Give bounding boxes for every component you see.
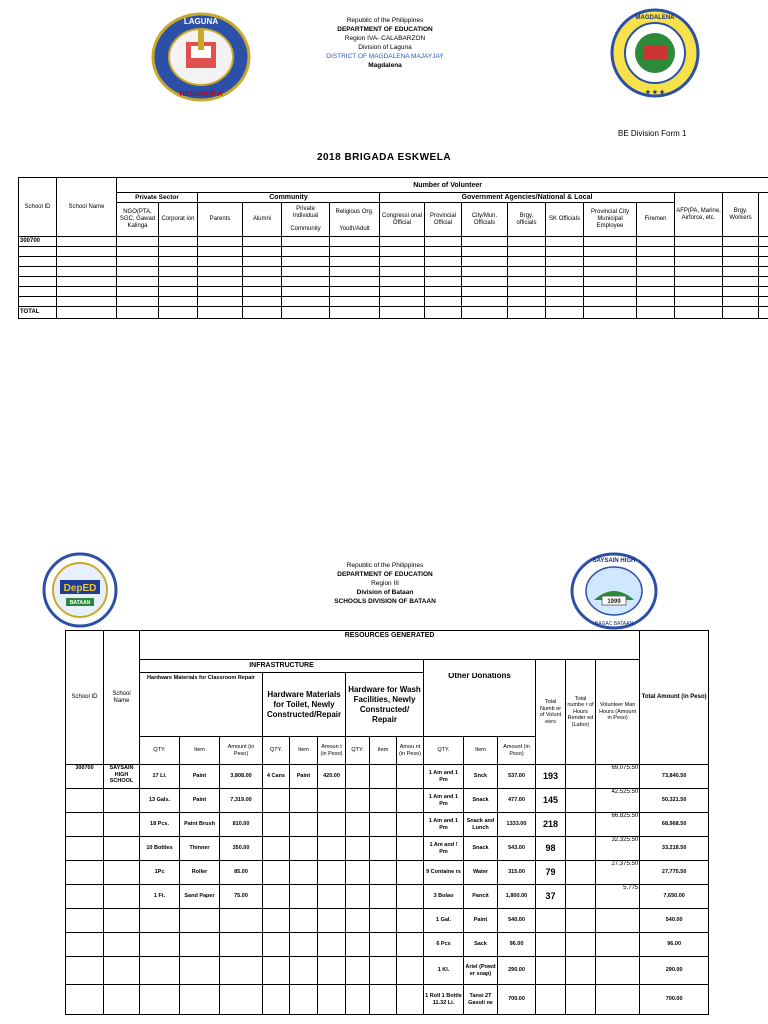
cell-w-amt <box>397 909 424 933</box>
school-name-header: School Name <box>57 178 117 237</box>
cell-o-qty: 1 Gal. <box>424 909 464 933</box>
cell-c-qty <box>140 985 180 1015</box>
cell-name <box>104 789 140 813</box>
svg-text:LAGUNA: LAGUNA <box>183 17 219 26</box>
gov-agencies-header: Government Agencies/National & Local <box>380 193 675 203</box>
cell-t-item <box>290 813 318 837</box>
cell-w-amt <box>397 957 424 985</box>
sk-officials-header: SK Officials <box>546 203 584 237</box>
cell-w-item <box>370 909 397 933</box>
cell-name <box>104 861 140 885</box>
cell-vh <box>596 957 640 985</box>
header-region: Region III <box>371 580 399 587</box>
school-name-header: School Name <box>104 631 140 765</box>
cell-total: 68,968.50 <box>640 813 709 837</box>
cell-w-item <box>370 985 397 1015</box>
cell-w-qty <box>346 789 370 813</box>
cell-t-qty <box>263 885 290 909</box>
community-sub-header: Community <box>282 223 330 237</box>
cell-t-item <box>290 957 318 985</box>
cell-vol: 98 <box>536 837 566 861</box>
cell-w-qty <box>346 933 370 957</box>
cell-c-item <box>180 909 220 933</box>
cell-c-item <box>180 957 220 985</box>
cell-c-qty: 18 Pcs. <box>140 813 180 837</box>
cell-total: 540.00 <box>640 909 709 933</box>
cell-w-qty <box>346 861 370 885</box>
cell-c-item: Sand Paper <box>180 885 220 909</box>
cell-c-amt: 75.00 <box>220 885 263 909</box>
qty-header: QTY. <box>140 737 180 765</box>
cell-c-item: Paint <box>180 765 220 789</box>
qty-header: QTY. <box>263 737 290 765</box>
cell-o-item: Snck <box>464 765 498 789</box>
amount-header: Amoun t (in Peso) <box>318 737 346 765</box>
form-label: BE Division Form 1 <box>618 129 687 138</box>
cell-t-qty <box>263 861 290 885</box>
cell-id <box>66 933 104 957</box>
cell-w-item <box>370 861 397 885</box>
cell-o-item: Water <box>464 861 498 885</box>
total-volunteers-header: Total Numb er of Volunt eers <box>536 660 566 765</box>
item-header: Item <box>290 737 318 765</box>
cell-t-qty: 4 Cans <box>263 765 290 789</box>
cell-o-qty: 1 Roll 1 Bottle 11.32 Li. <box>424 985 464 1015</box>
cell-w-item <box>370 765 397 789</box>
cell-vol: 193 <box>536 765 566 789</box>
cell-w-amt <box>397 985 424 1015</box>
cell-w-qty <box>346 765 370 789</box>
cell-c-amt: 3,808.00 <box>220 765 263 789</box>
cell-o-amt: 1,800.00 <box>498 885 536 909</box>
cell-hrs <box>566 837 596 861</box>
cell-c-item: Paint <box>180 789 220 813</box>
total-hours-header: Total numbe r of Hours Render ed (Labor) <box>566 660 596 765</box>
cell-o-item: Snack and Lunch <box>464 813 498 837</box>
header-region: Region IVA- CALABARZON <box>344 35 426 42</box>
cell-w-amt <box>397 765 424 789</box>
cell-w-item <box>370 789 397 813</box>
svg-text:REGION IV A: REGION IV A <box>179 91 223 98</box>
table-row <box>66 789 709 813</box>
cell-o-amt: 290.00 <box>498 957 536 985</box>
cell-w-qty <box>346 885 370 909</box>
cell-o-item: Paint <box>464 909 498 933</box>
svg-text:MAGDALENA: MAGDALENA <box>635 15 675 21</box>
cell-name: SAYSAIN HIGH SCHOOL <box>104 765 140 789</box>
city-mun-header: City/Mun. Officials <box>462 203 508 237</box>
cell-t-item <box>290 909 318 933</box>
item-header: Item <box>180 737 220 765</box>
cell-c-amt: 350.00 <box>220 837 263 861</box>
cell-w-amt <box>397 933 424 957</box>
item-header: Item <box>464 737 498 765</box>
header-division: Division of Laguna <box>358 44 412 51</box>
cell-t-qty <box>263 909 290 933</box>
cell-c-qty: 1 Ft. <box>140 885 180 909</box>
cell-o-item: Sack <box>464 933 498 957</box>
cell-o-qty: 1 Am and ! Pm <box>424 837 464 861</box>
cell-o-amt: 543.00 <box>498 837 536 861</box>
cell-vol <box>536 909 566 933</box>
cell-w-item <box>370 957 397 985</box>
private-individual-header: Private Individual <box>282 203 330 223</box>
cell-w-item <box>370 837 397 861</box>
cell-o-amt: 1333.00 <box>498 813 536 837</box>
cell-t-amt <box>318 861 346 885</box>
page-title: 2018 BRIGADA ESKWELA <box>316 152 452 163</box>
cell-o-amt: 540.00 <box>498 909 536 933</box>
cell-id <box>66 909 104 933</box>
page2-header <box>280 561 490 606</box>
cell-vol: 37 <box>536 885 566 909</box>
cell-w-item <box>370 933 397 957</box>
cell-t-item <box>290 885 318 909</box>
cell-o-qty: 9 Containe rs <box>424 861 464 885</box>
cell-t-item <box>290 861 318 885</box>
cell-name <box>104 837 140 861</box>
cell-o-qty: 1 Am and 1 Pm <box>424 813 464 837</box>
cell-hrs <box>566 985 596 1015</box>
deped-bataan-seal <box>42 552 118 633</box>
cell-t-qty <box>263 933 290 957</box>
table-row <box>66 933 709 957</box>
cell-o-item: Ariel (Powd er soap) <box>464 957 498 985</box>
cell-o-qty: 3 Bolao <box>424 885 464 909</box>
svg-text:★ ★ ★: ★ ★ ★ <box>645 90 665 96</box>
brgy-workers-header: Brgy. Workers <box>723 193 759 237</box>
header-division: Division of Bataan <box>356 589 414 596</box>
header-republic: Republic of the Philippines <box>346 17 424 24</box>
school-id-header: School ID <box>66 631 104 765</box>
cell-id: 300700 <box>66 765 104 789</box>
cell-t-item <box>290 933 318 957</box>
table-row <box>66 985 709 1015</box>
qty-header: QTY. <box>346 737 370 765</box>
cell-c-item: Thinner <box>180 837 220 861</box>
svg-text:BAGAC BATAAN: BAGAC BATAAN <box>594 621 634 627</box>
cell-vol: 145 <box>536 789 566 813</box>
svg-text:SAYSAIN HIGH: SAYSAIN HIGH <box>592 558 636 564</box>
extra-col-header <box>759 193 768 237</box>
cell-vh: 66,825.50 <box>596 813 640 837</box>
cell-vol: 218 <box>536 813 566 837</box>
cell-o-amt: 315.00 <box>498 861 536 885</box>
cell-c-amt <box>220 957 263 985</box>
congressional-header: Congressi onal Official <box>380 203 425 237</box>
cell-w-item <box>370 885 397 909</box>
cell-c-qty: 13 Gals. <box>140 789 180 813</box>
cell-w-amt <box>397 813 424 837</box>
cell-vh <box>596 985 640 1015</box>
cell-w-amt <box>397 837 424 861</box>
cell-c-amt: 810.00 <box>220 813 263 837</box>
cell-hrs <box>566 813 596 837</box>
cell-o-item: Snack <box>464 837 498 861</box>
table-row-school-id: 300700 <box>19 237 57 247</box>
cell-id <box>66 957 104 985</box>
cell-w-qty <box>346 813 370 837</box>
amount-header: Amount (in Peso) <box>498 737 536 765</box>
cell-total: 700.00 <box>640 985 709 1015</box>
magdalena-majayjay-district-seal <box>610 8 700 103</box>
private-sector-header: Private Sector <box>117 193 198 203</box>
parents-header: Parents <box>198 203 243 237</box>
table-row <box>66 885 709 909</box>
cell-id <box>66 985 104 1015</box>
cell-total: 50,321.50 <box>640 789 709 813</box>
cell-c-item <box>180 985 220 1015</box>
cell-t-amt <box>318 909 346 933</box>
cell-name <box>104 885 140 909</box>
cell-t-item <box>290 789 318 813</box>
cell-w-qty <box>346 957 370 985</box>
cell-o-item: Pancit <box>464 885 498 909</box>
cell-w-item <box>370 813 397 837</box>
cell-vol <box>536 957 566 985</box>
afp-header: AFP(PA, Marine, Airforce, etc. <box>675 193 723 237</box>
amount-header: Amount (in Peso) <box>220 737 263 765</box>
cell-o-qty: 1 Am and 1 Pm <box>424 765 464 789</box>
cell-vol <box>536 985 566 1015</box>
header-deped: DEPARTMENT OF EDUCATION <box>337 26 433 33</box>
cell-c-amt <box>220 909 263 933</box>
cell-hrs <box>566 861 596 885</box>
cell-c-qty: 17 Li. <box>140 765 180 789</box>
cell-w-amt <box>397 789 424 813</box>
cell-id <box>66 861 104 885</box>
table-row <box>66 957 709 985</box>
cell-name <box>104 985 140 1015</box>
cell-c-qty: 1Pc <box>140 861 180 885</box>
cell-t-qty <box>263 957 290 985</box>
hw-classroom-header: Hardware Materials for Classroom Repair <box>140 673 263 737</box>
cell-w-qty <box>346 985 370 1015</box>
cell-w-qty <box>346 909 370 933</box>
table-row <box>66 765 709 789</box>
hw-wash-header: Hardware for Wash Facilities, Newly Constructed/ Repair <box>346 673 424 737</box>
firemen-header: Firemen <box>637 203 675 237</box>
qty-header: QTY. <box>424 737 464 765</box>
cell-id <box>66 885 104 909</box>
volunteer-table <box>18 177 768 319</box>
cell-t-amt <box>318 813 346 837</box>
item-header: Item <box>370 737 397 765</box>
cell-t-item <box>290 985 318 1015</box>
cell-total: 7,650.00 <box>640 885 709 909</box>
cell-t-item <box>290 837 318 861</box>
cell-c-item <box>180 933 220 957</box>
cell-t-amt <box>318 885 346 909</box>
cell-c-item: Paint Brush <box>180 813 220 837</box>
cell-id <box>66 789 104 813</box>
cell-o-item: Tansi 2T Gasoli ne <box>464 985 498 1015</box>
cell-c-qty <box>140 909 180 933</box>
community-header: Community <box>198 193 380 203</box>
cell-c-amt: 7,319.00 <box>220 789 263 813</box>
hw-toilet-header: Hardware Materials for Toilet, Newly Constructed/Repair <box>263 673 346 737</box>
cell-vh: 32,325.50 <box>596 837 640 861</box>
cell-id <box>66 813 104 837</box>
header-republic: Republic of the Philippines <box>346 562 424 569</box>
cell-total: 27,775.50 <box>640 861 709 885</box>
employee-header: Provincial City Municipal Employee <box>584 203 637 237</box>
cell-t-amt <box>318 837 346 861</box>
cell-total: 33,218.50 <box>640 837 709 861</box>
cell-o-amt: 537.00 <box>498 765 536 789</box>
cell-hrs <box>566 909 596 933</box>
table-row <box>66 837 709 861</box>
table-row <box>66 813 709 837</box>
cell-hrs <box>566 789 596 813</box>
cell-name <box>104 909 140 933</box>
cell-vh <box>596 909 640 933</box>
resources-generated-header: RESOURCES GENERATED <box>140 631 640 660</box>
cell-vh: 27,375.50 <box>596 861 640 885</box>
other-donations-header: Other Donations <box>424 673 536 737</box>
cell-id <box>66 837 104 861</box>
infrastructure-header: INFRASTRUCTURE <box>140 660 424 673</box>
cell-hrs <box>566 765 596 789</box>
table-row <box>66 861 709 885</box>
cell-t-amt <box>318 933 346 957</box>
volunteer-hours-header: Volunteer Man Hours (Amount in Peso) <box>596 660 640 765</box>
alumni-header: Alumni <box>243 203 282 237</box>
cell-w-amt <box>397 861 424 885</box>
cell-name <box>104 957 140 985</box>
cell-o-qty: 6 Pcs <box>424 933 464 957</box>
cell-t-amt: 420.00 <box>318 765 346 789</box>
ngo-header: NGO(PTA, SGC, Gawad Kalinga <box>117 203 159 237</box>
cell-w-amt <box>397 885 424 909</box>
volunteer-group-header: Number of Volunteer <box>117 178 768 193</box>
cell-name <box>104 933 140 957</box>
provincial-official-header: Provincial Official <box>425 203 462 237</box>
cell-vh: 5,775 <box>596 885 640 909</box>
cell-hrs <box>566 957 596 985</box>
cell-c-amt <box>220 933 263 957</box>
cell-t-qty <box>263 813 290 837</box>
cell-o-item: Snack <box>464 789 498 813</box>
cell-total: 290.00 <box>640 957 709 985</box>
cell-t-item: Paint <box>290 765 318 789</box>
brgy-officials-header: Brgy. officials <box>508 203 546 237</box>
cell-total: 73,840.50 <box>640 765 709 789</box>
header-town: Magdalena <box>368 62 402 69</box>
cell-t-amt <box>318 789 346 813</box>
school-id-header: School ID <box>19 178 57 237</box>
cell-w-qty <box>346 837 370 861</box>
cell-c-qty <box>140 957 180 985</box>
cell-t-amt <box>318 957 346 985</box>
cell-c-amt <box>220 985 263 1015</box>
cell-vol <box>536 933 566 957</box>
svg-text:DepED: DepED <box>63 583 97 594</box>
cell-c-qty: 10 Bottles <box>140 837 180 861</box>
cell-vh <box>596 933 640 957</box>
cell-hrs <box>566 885 596 909</box>
cell-vh: 42,525.50 <box>596 789 640 813</box>
cell-total: 96.00 <box>640 933 709 957</box>
header-schools-division: SCHOOLS DIVISION OF BATAAN <box>334 598 436 605</box>
cell-t-qty <box>263 789 290 813</box>
resources-table <box>65 630 709 1015</box>
svg-text:1999: 1999 <box>607 599 621 605</box>
cell-t-qty <box>263 837 290 861</box>
youth-adult-header: Youth/Adult <box>330 223 380 237</box>
corporation-header: Corporat ion <box>159 203 198 237</box>
cell-vol: 79 <box>536 861 566 885</box>
cell-c-qty <box>140 933 180 957</box>
cell-vh: 69,075.50 <box>596 765 640 789</box>
total-amount-header: Total Amount (in Peso) <box>640 631 709 765</box>
header-deped: DEPARTMENT OF EDUCATION <box>337 571 433 578</box>
cell-t-amt <box>318 985 346 1015</box>
cell-o-qty: 1 Kl. <box>424 957 464 985</box>
cell-o-amt: 477.00 <box>498 789 536 813</box>
header-district: DISTRICT OF MAGDALENA MAJAYJAY <box>326 53 444 60</box>
svg-text:BATAAN: BATAAN <box>69 600 91 606</box>
cell-name <box>104 813 140 837</box>
page1-header <box>280 16 490 70</box>
total-row-label: TOTAL <box>19 307 57 319</box>
cell-t-qty <box>263 985 290 1015</box>
cell-c-item: Roller <box>180 861 220 885</box>
amount-header: Amou nt (in Peso) <box>397 737 424 765</box>
division-of-laguna-seal <box>151 12 251 107</box>
saysain-high-school-seal <box>570 552 658 635</box>
cell-c-amt: 85.00 <box>220 861 263 885</box>
cell-o-qty: 1 Am and 1 Pm <box>424 789 464 813</box>
cell-hrs <box>566 933 596 957</box>
cell-o-amt: 96.00 <box>498 933 536 957</box>
table-row <box>66 909 709 933</box>
religious-org-header: Religious Org. <box>330 203 380 223</box>
cell-o-amt: 700.00 <box>498 985 536 1015</box>
